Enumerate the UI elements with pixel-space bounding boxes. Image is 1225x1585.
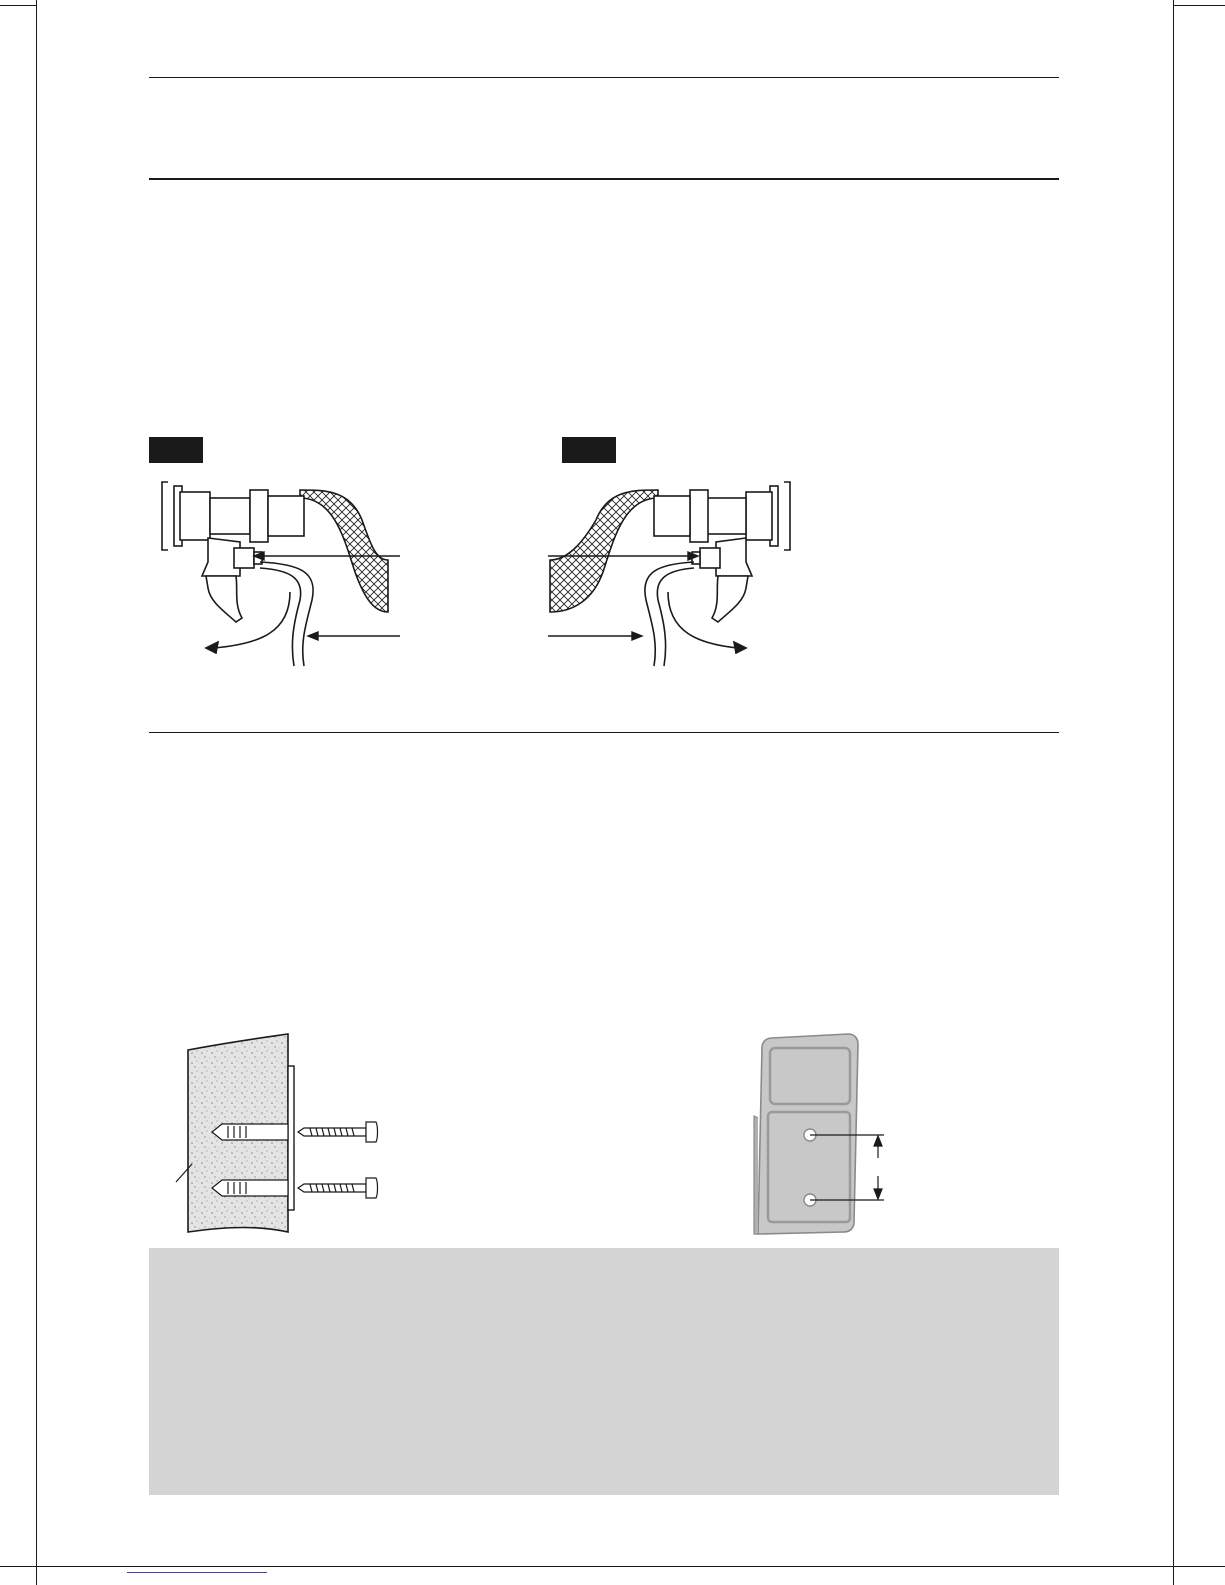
drain-tube — [645, 562, 694, 666]
screw-lower — [298, 1178, 378, 1198]
mounting-bracket-illustration — [748, 1030, 908, 1240]
hose-pipe — [550, 490, 658, 612]
crop-mark-left — [36, 0, 37, 1585]
tap-illustration-right — [548, 472, 808, 672]
wall-plug-upper — [212, 1124, 288, 1140]
wall-bracket — [770, 482, 790, 550]
bracket-edge — [754, 1116, 758, 1234]
crop-mark-bottom — [0, 1566, 1225, 1567]
footer-link-underline[interactable] — [127, 1572, 267, 1573]
crop-mark-top-left — [0, 5, 36, 6]
mounting-plate — [288, 1066, 294, 1210]
notice-panel — [149, 1248, 1059, 1495]
header-rule-top — [149, 77, 1059, 78]
crop-mark-right — [1173, 0, 1174, 1585]
pointer-arrow-bottom — [308, 632, 400, 640]
figure-tag-left — [149, 437, 203, 463]
crop-mark-top-right — [1174, 5, 1225, 6]
pointer-arrow-bottom — [548, 632, 642, 640]
figure-tag-right — [562, 437, 616, 463]
section-rule-middle — [149, 732, 1059, 733]
tap-illustration-left — [150, 472, 410, 672]
wall-plug-lower — [212, 1180, 288, 1196]
header-rule-bottom — [149, 178, 1059, 180]
wall-bracket — [162, 482, 182, 550]
screw-upper — [298, 1122, 378, 1142]
wall-anchor-illustration — [170, 1030, 410, 1240]
